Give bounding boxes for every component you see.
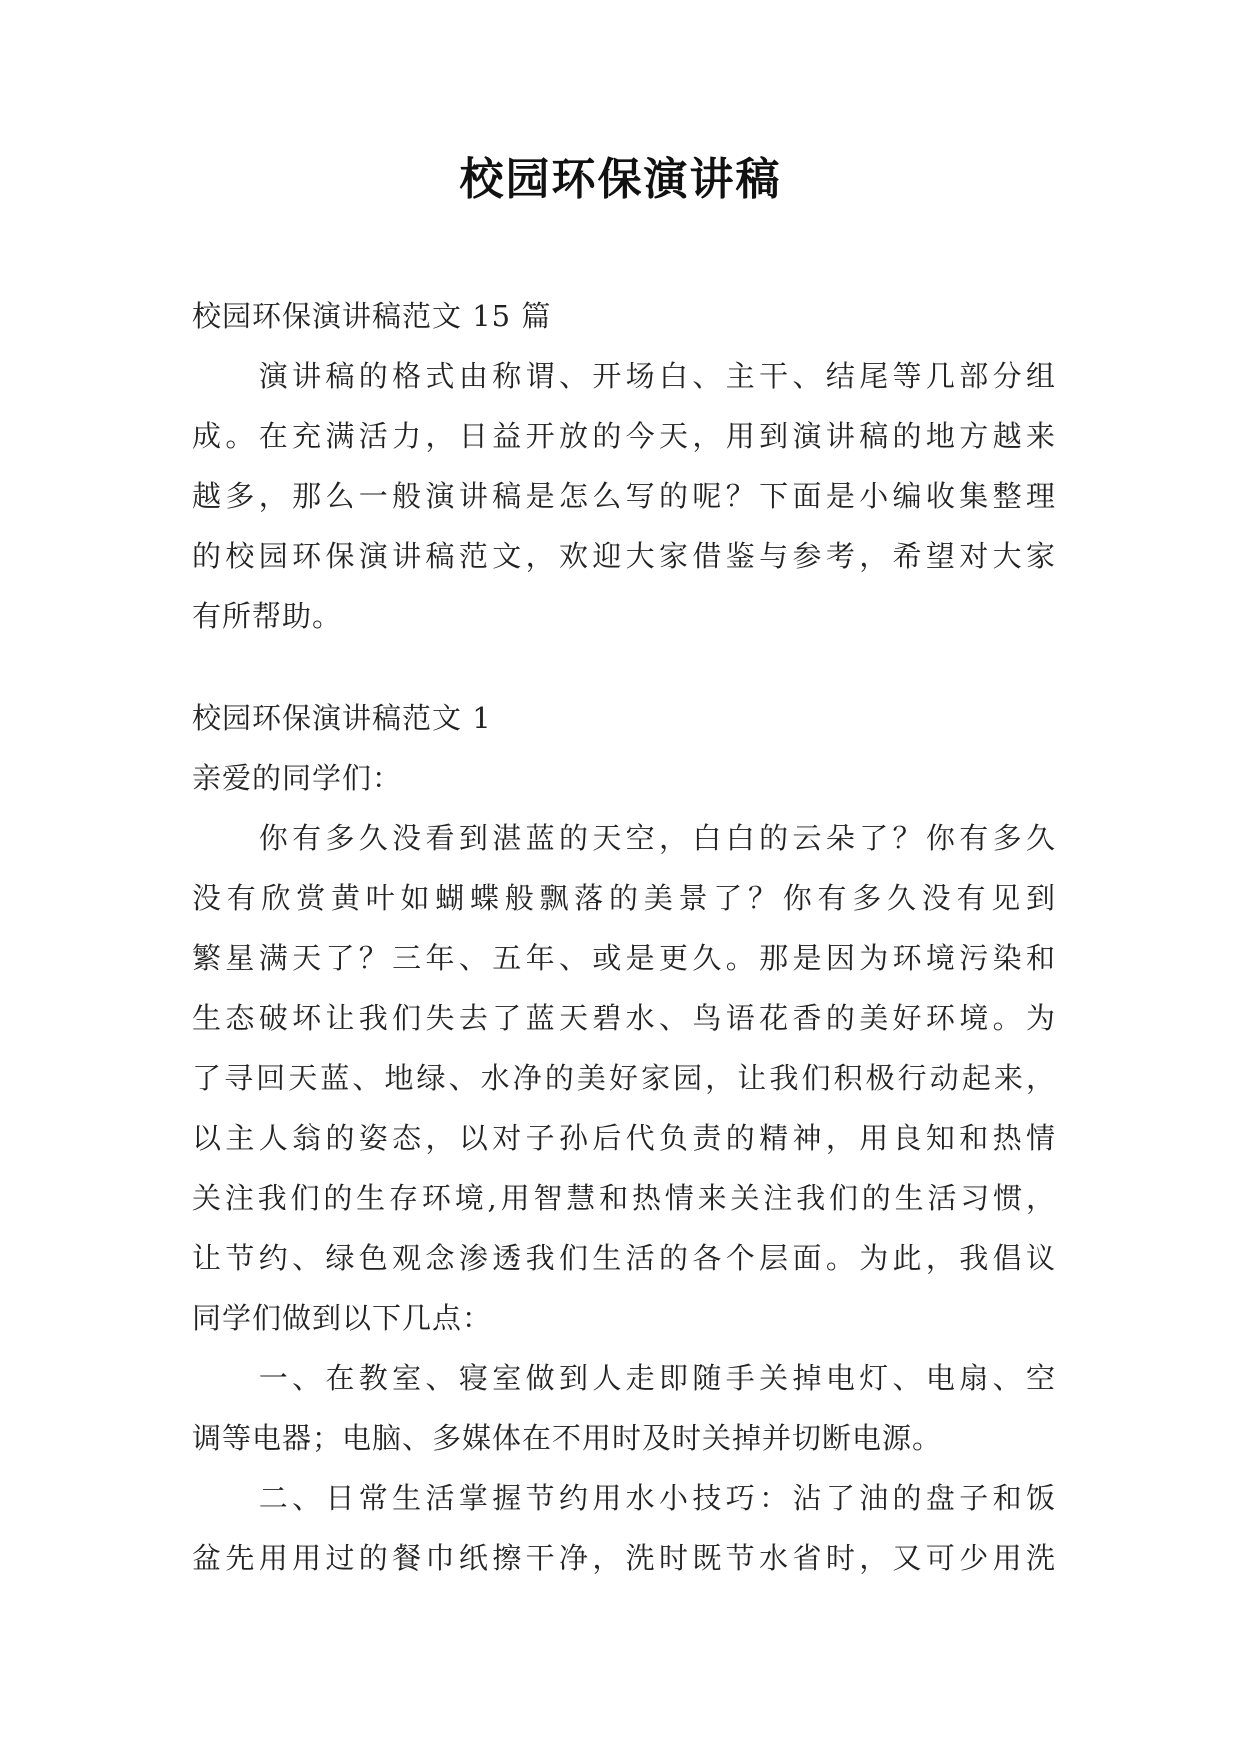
intro-paragraph-line: 演讲稿的格式由称谓、开场白、主干、结尾等几部分组 <box>192 359 1055 393</box>
section-paragraph-line: 让节约、绿色观念渗透我们生活的各个层面。为此，我倡议 <box>192 1241 1055 1275</box>
intro-paragraph-line: 越多，那么一般演讲稿是怎么写的呢？下面是小编收集整理 <box>192 479 1055 513</box>
section-paragraph-line: 了寻回天蓝、地绿、水净的美好家园，让我们积极行动起来， <box>192 1061 1055 1095</box>
section-paragraph-line: 生态破坏让我们失去了蓝天碧水、鸟语花香的美好环境。为 <box>192 1001 1055 1035</box>
list-item-2-line: 盆先用用过的餐巾纸擦干净，洗时既节水省时，又可少用洗 <box>192 1541 1055 1575</box>
intro-paragraph-line: 成。在充满活力，日益开放的今天，用到演讲稿的地方越来 <box>192 419 1055 453</box>
document-title: 校园环保演讲稿 <box>459 154 782 205</box>
section-paragraph-line: 关注我们的生存环境,用智慧和热情来关注我们的生活习惯， <box>192 1181 1055 1215</box>
greeting: 亲爱的同学们： <box>192 761 403 795</box>
intro-paragraph-line: 有所帮助。 <box>192 599 343 633</box>
section-paragraph-line: 繁星满天了？三年、五年、或是更久。那是因为环境污染和 <box>192 941 1055 975</box>
list-item-1-line: 一、在教室、寝室做到人走即随手关掉电灯、电扇、空 <box>192 1361 1055 1395</box>
intro-section <box>192 286 1055 646</box>
section-1 <box>192 688 1055 1588</box>
section-heading: 校园环保演讲稿范文 1 <box>192 701 492 735</box>
intro-paragraph-line: 的校园环保演讲稿范文，欢迎大家借鉴与参考，希望对大家 <box>192 539 1055 573</box>
list-item-1-line: 调等电器；电脑、多媒体在不用时及时关掉并切断电源。 <box>192 1421 943 1455</box>
section-paragraph-line: 以主人翁的姿态，以对子孙后代负责的精神，用良知和热情 <box>192 1121 1055 1155</box>
section-paragraph-line: 你有多久没看到湛蓝的天空，白白的云朵了？你有多久 <box>192 821 1055 855</box>
document-subtitle: 校园环保演讲稿范文 15 篇 <box>192 299 552 333</box>
section-paragraph-line: 同学们做到以下几点： <box>192 1301 493 1335</box>
list-item-2-line: 二、日常生活掌握节约用水小技巧：沾了油的盘子和饭 <box>192 1481 1055 1515</box>
section-paragraph-line: 没有欣赏黄叶如蝴蝶般飘落的美景了？你有多久没有见到 <box>192 881 1055 915</box>
